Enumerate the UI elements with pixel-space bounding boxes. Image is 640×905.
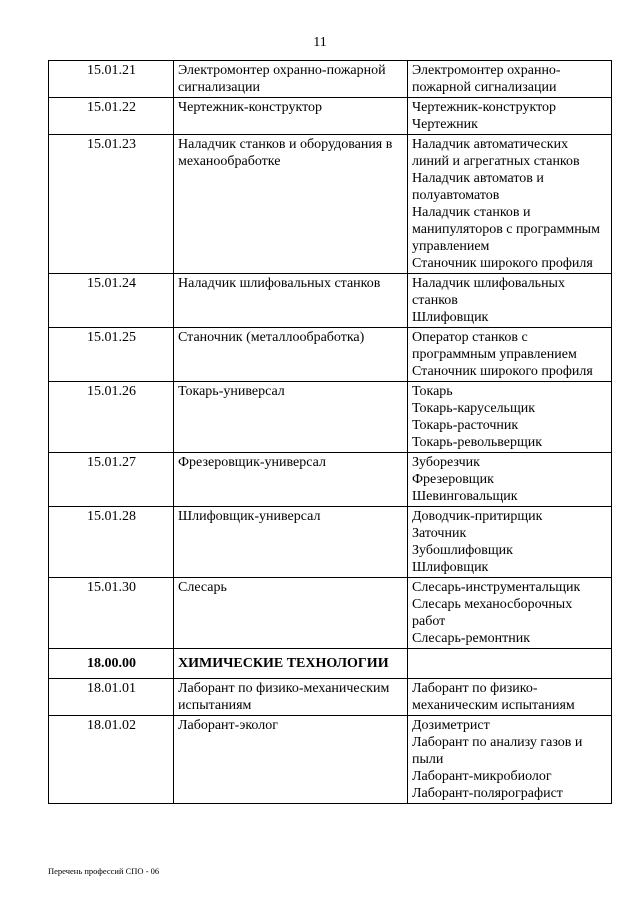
qualification-cell — [408, 453, 612, 507]
code-cell: 15.01.28 — [49, 507, 174, 578]
profession-name-cell: Лаборант по физико-механическим испытаниям — [174, 679, 408, 716]
code-cell: 15.01.27 — [49, 453, 174, 507]
profession-name-cell: ХИМИЧЕСКИЕ ТЕХНОЛОГИИ — [174, 649, 408, 679]
qualification-item: Дозиметрист — [412, 718, 490, 733]
qualification-item: Токарь-револьверщик — [412, 435, 543, 450]
section-row — [49, 649, 612, 679]
table-row — [49, 578, 612, 649]
profession-name-cell: Токарь-универсал — [174, 382, 408, 453]
qualification-item: Электромонтер охранно-пожарной сигнализации — [412, 63, 561, 95]
qualification-item: Станочник широкого профиля — [412, 256, 593, 271]
code-cell: 15.01.23 — [49, 135, 174, 274]
qualification-cell — [408, 649, 612, 679]
code-cell: 15.01.30 — [49, 578, 174, 649]
qualification-item: Токарь-карусельщик — [412, 401, 536, 416]
qualification-cell — [408, 716, 612, 804]
qualification-item: Шлифовщик — [412, 560, 489, 575]
profession-name-cell: Лаборант-эколог — [174, 716, 408, 804]
qualification-item: Зуборезчик — [412, 455, 480, 470]
table-row — [49, 135, 612, 274]
code-cell: 15.01.25 — [49, 328, 174, 382]
qualification-item: Лаборант-микробиолог — [412, 769, 552, 784]
code-cell: 15.01.22 — [49, 98, 174, 135]
profession-name-cell: Наладчик станков и оборудования в механообработке — [174, 135, 408, 274]
qualification-cell — [408, 382, 612, 453]
qualification-item: Наладчик шлифовальных станков — [412, 276, 565, 308]
qualification-item: Шевинговальщик — [412, 489, 518, 504]
qualification-item: Доводчик-притирщик — [412, 509, 543, 524]
footer-text: Перечень профессий СПО - 06 — [48, 866, 160, 876]
table-row — [49, 453, 612, 507]
qualification-item: Слесарь механосборочных работ — [412, 597, 573, 629]
table-row — [49, 61, 612, 98]
code-cell: 18.01.02 — [49, 716, 174, 804]
table-row — [49, 328, 612, 382]
qualification-item: Наладчик автоматических линий и агрегатных станков — [412, 137, 580, 169]
code-cell: 18.01.01 — [49, 679, 174, 716]
page-number: 11 — [313, 35, 327, 50]
qualification-cell — [408, 98, 612, 135]
table-row — [49, 679, 612, 716]
code-cell: 15.01.26 — [49, 382, 174, 453]
qualification-item: Токарь — [412, 384, 453, 399]
professions-table-body — [49, 61, 612, 804]
qualification-item: Слесарь-ремонтник — [412, 631, 531, 646]
qualification-cell — [408, 135, 612, 274]
qualification-item: Оператор станков с программным управлением — [412, 330, 577, 362]
qualification-item: Лаборант по физико-механическим испытаниям — [412, 681, 575, 713]
qualification-item: Слесарь-инструментальщик — [412, 580, 581, 595]
qualification-item: Лаборант по анализу газов и пыли — [412, 735, 583, 767]
table-row — [49, 382, 612, 453]
qualification-cell — [408, 679, 612, 716]
qualification-item: Наладчик станков и манипуляторов с программным управлением — [412, 205, 600, 254]
code-cell: 18.00.00 — [49, 649, 174, 679]
table-row — [49, 716, 612, 804]
table-row — [49, 274, 612, 328]
profession-name-cell: Электромонтер охранно-пожарной сигнализации — [174, 61, 408, 98]
qualification-item: Станочник широкого профиля — [412, 364, 593, 379]
code-cell: 15.01.24 — [49, 274, 174, 328]
qualification-item: Зубошлифовщик — [412, 543, 513, 558]
profession-name-cell: Шлифовщик-универсал — [174, 507, 408, 578]
qualification-cell — [408, 61, 612, 98]
qualification-item: Шлифовщик — [412, 310, 489, 325]
qualification-item: Чертежник-конструктор — [412, 100, 557, 115]
profession-name-cell: Станочник (металлообработка) — [174, 328, 408, 382]
code-cell: 15.01.21 — [49, 61, 174, 98]
profession-name-cell: Фрезеровщик-универсал — [174, 453, 408, 507]
qualification-item: Наладчик автоматов и полуавтоматов — [412, 171, 544, 203]
qualification-cell — [408, 578, 612, 649]
qualification-item: Фрезеровщик — [412, 472, 494, 487]
profession-name-cell: Слесарь — [174, 578, 408, 649]
qualification-cell — [408, 328, 612, 382]
profession-name-cell: Наладчик шлифовальных станков — [174, 274, 408, 328]
profession-name-cell: Чертежник-конструктор — [174, 98, 408, 135]
qualification-item: Лаборант-полярографист — [412, 786, 563, 801]
professions-table — [48, 60, 612, 804]
qualification-item: Заточник — [412, 526, 467, 541]
table-row — [49, 98, 612, 135]
qualification-cell — [408, 274, 612, 328]
qualification-cell — [408, 507, 612, 578]
table-row — [49, 507, 612, 578]
qualification-item: Токарь-расточник — [412, 418, 519, 433]
qualification-item: Чертежник — [412, 117, 478, 132]
